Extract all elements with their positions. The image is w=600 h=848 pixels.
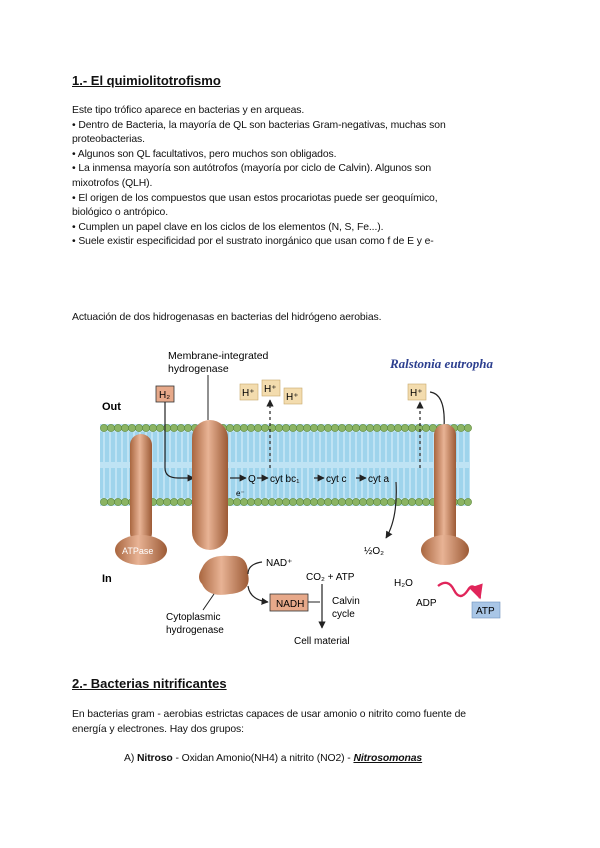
lipid-head — [121, 498, 128, 505]
lipid-head — [261, 424, 268, 431]
nad-label: NAD⁺ — [266, 558, 293, 569]
body-line: • Dentro de Bacteria, la mayoría de QL son bacterias Gram-negativas, muchas son — [72, 119, 446, 131]
lipid-head — [415, 424, 422, 431]
lipid-head — [128, 424, 135, 431]
lipid-head — [310, 498, 317, 505]
body-line: • Suele existir especificidad por el sustrato inorgánico que usan como f de E y e- — [72, 236, 434, 248]
lipid-head — [247, 424, 254, 431]
out-label: Out — [102, 401, 121, 413]
section-2-body — [72, 708, 532, 737]
lipid-head — [275, 424, 282, 431]
lipid-head — [303, 498, 310, 505]
membrane-hydrogenase-label-2: hydrogenase — [168, 363, 229, 375]
h-plus-2: H⁺ — [264, 384, 277, 395]
lipid-head — [177, 498, 184, 505]
body-line: mixotrofos (QLH). — [72, 177, 153, 189]
lipid-head — [422, 424, 429, 431]
hydrogenase-figure — [98, 328, 518, 658]
lipid-head — [107, 498, 114, 505]
atp-label: ATP — [476, 606, 495, 617]
lipid-head — [464, 424, 471, 431]
h2-label: H₂ — [159, 390, 171, 401]
body-line: • Cumplen un papel clave en los ciclos de los elementos (N, S, Fe...). — [72, 221, 384, 233]
lipid-head — [177, 424, 184, 431]
cyto-hydrogenase-label-1: Cytoplasmic — [166, 612, 221, 623]
h-plus-right: H⁺ — [410, 388, 423, 399]
lipid-head — [121, 424, 128, 431]
lipid-head — [247, 498, 254, 505]
lipid-head — [457, 498, 464, 505]
lipid-head — [387, 424, 394, 431]
section-1-body — [72, 104, 532, 250]
lipid-head — [184, 424, 191, 431]
lipid-head — [100, 498, 107, 505]
lipid-head — [261, 498, 268, 505]
lipid-head — [317, 424, 324, 431]
calvin-label-1: Calvin — [332, 596, 360, 607]
lipid-head — [135, 424, 142, 431]
lipid-head — [282, 424, 289, 431]
body-line: • Algunos son QL facultativos, pero muchos son obligados. — [72, 148, 337, 160]
lipid-head — [240, 424, 247, 431]
figure-caption: Actuación de dos hidrogenasas en bacterias del hidrógeno aerobias. — [72, 312, 382, 323]
section-2-title: 2.- Bacterias nitrificantes — [72, 676, 227, 691]
body-line: • La inmensa mayoría son autótrofos (mayoría por ciclo de Calvin). Algunos son — [72, 163, 432, 175]
lipid-head — [366, 498, 373, 505]
body-line: • El origen de los compuestos que usan estos procariotas puede ser geoquímico, — [72, 192, 438, 204]
nadh-label: NADH — [276, 599, 305, 610]
lipid-head — [142, 424, 149, 431]
lipid-head — [359, 498, 366, 505]
body-line: energía y electrones. Hay dos grupos: — [72, 723, 244, 735]
list-item-a — [124, 752, 584, 767]
co2-atp-label: CO₂ + ATP — [306, 572, 355, 583]
h-plus-1: H⁺ — [242, 388, 255, 399]
lipid-head — [289, 424, 296, 431]
body-line: biológico o antrópico. — [72, 207, 168, 219]
lipid-head — [184, 498, 191, 505]
lipid-head — [359, 424, 366, 431]
item-term: Nitroso — [137, 753, 173, 764]
lipid-head — [366, 424, 373, 431]
lipid-head — [170, 498, 177, 505]
body-line: En bacterias gram - aerobias estrictas capaces de usar amonio o nitrito como fuente de — [72, 709, 466, 720]
lipid-head — [149, 424, 156, 431]
lipid-head — [380, 498, 387, 505]
h-plus-3: H⁺ — [286, 392, 299, 403]
lipid-head — [268, 498, 275, 505]
lipid-head — [331, 424, 338, 431]
h2o-label: H₂O — [394, 578, 413, 589]
atp-synthase — [434, 424, 456, 550]
lipid-head — [373, 498, 380, 505]
cytoplasmic-hydrogenase — [199, 556, 249, 595]
section-1-title: 1.- El quimiolitotrofismo — [72, 73, 221, 88]
item-genus: Nitrosomonas — [353, 753, 423, 764]
body-line: Este tipo trófico aparece en bacterias y en arqueas. — [72, 105, 305, 116]
item-marker: A) — [124, 753, 135, 764]
lipid-head — [324, 424, 331, 431]
lipid-head — [317, 498, 324, 505]
organism-title: Ralstonia eutropha — [390, 356, 493, 371]
lipid-head — [401, 498, 408, 505]
item-text: - Oxidan Amonio(NH4) a nitrito (NO2) - — [172, 753, 354, 764]
chain-cyt-a: cyt a — [368, 474, 390, 485]
lipid-head — [107, 424, 114, 431]
chain-cyt-bc1: cyt bc₁ — [270, 474, 300, 485]
lipid-head — [156, 498, 163, 505]
atpase-label: ATPase — [122, 546, 154, 556]
chain-cyt-c: cyt c — [326, 474, 347, 485]
lipid-head — [310, 424, 317, 431]
half-o2-label: ½O₂ — [364, 546, 384, 557]
lipid-head — [408, 498, 415, 505]
lipid-head — [303, 424, 310, 431]
lipid-head — [254, 498, 261, 505]
lipid-head — [464, 498, 471, 505]
lipid-head — [387, 498, 394, 505]
membrane-hydrogenase-label-1: Membrane-integrated — [168, 350, 269, 362]
lipid-head — [338, 498, 345, 505]
lipid-head — [331, 498, 338, 505]
lipid-head — [233, 424, 240, 431]
lipid-head — [156, 424, 163, 431]
lipid-head — [324, 498, 331, 505]
lipid-head — [275, 498, 282, 505]
membrane-hydrogenase — [192, 420, 228, 550]
lipid-head — [408, 424, 415, 431]
lipid-head — [394, 424, 401, 431]
electron-label: e⁻ — [236, 489, 245, 498]
lipid-head — [338, 424, 345, 431]
lipid-head — [352, 424, 359, 431]
lipid-head — [345, 498, 352, 505]
membrane — [100, 424, 472, 506]
lipid-head — [114, 424, 121, 431]
lipid-head — [457, 424, 464, 431]
lipid-head — [296, 424, 303, 431]
lipid-head — [240, 498, 247, 505]
lipid-head — [170, 424, 177, 431]
lipid-head — [296, 498, 303, 505]
cell-material-label: Cell material — [294, 636, 350, 647]
calvin-label-2: cycle — [332, 609, 355, 620]
cyto-hydrogenase-label-2: hydrogenase — [166, 625, 224, 636]
lipid-head — [163, 498, 170, 505]
lipid-head — [254, 424, 261, 431]
body-line: proteobacterias. — [72, 134, 145, 146]
in-label: In — [102, 573, 112, 585]
lipid-head — [380, 424, 387, 431]
adp-label: ADP — [416, 598, 437, 609]
lipid-head — [114, 498, 121, 505]
lipid-head — [233, 498, 240, 505]
lipid-head — [282, 498, 289, 505]
lipid-head — [345, 424, 352, 431]
lipid-head — [422, 498, 429, 505]
lipid-head — [415, 498, 422, 505]
lipid-head — [289, 498, 296, 505]
lipid-head — [352, 498, 359, 505]
chain-q: Q — [248, 474, 256, 485]
lipid-head — [373, 424, 380, 431]
lipid-head — [100, 424, 107, 431]
lipid-head — [226, 424, 233, 431]
lipid-head — [401, 424, 408, 431]
